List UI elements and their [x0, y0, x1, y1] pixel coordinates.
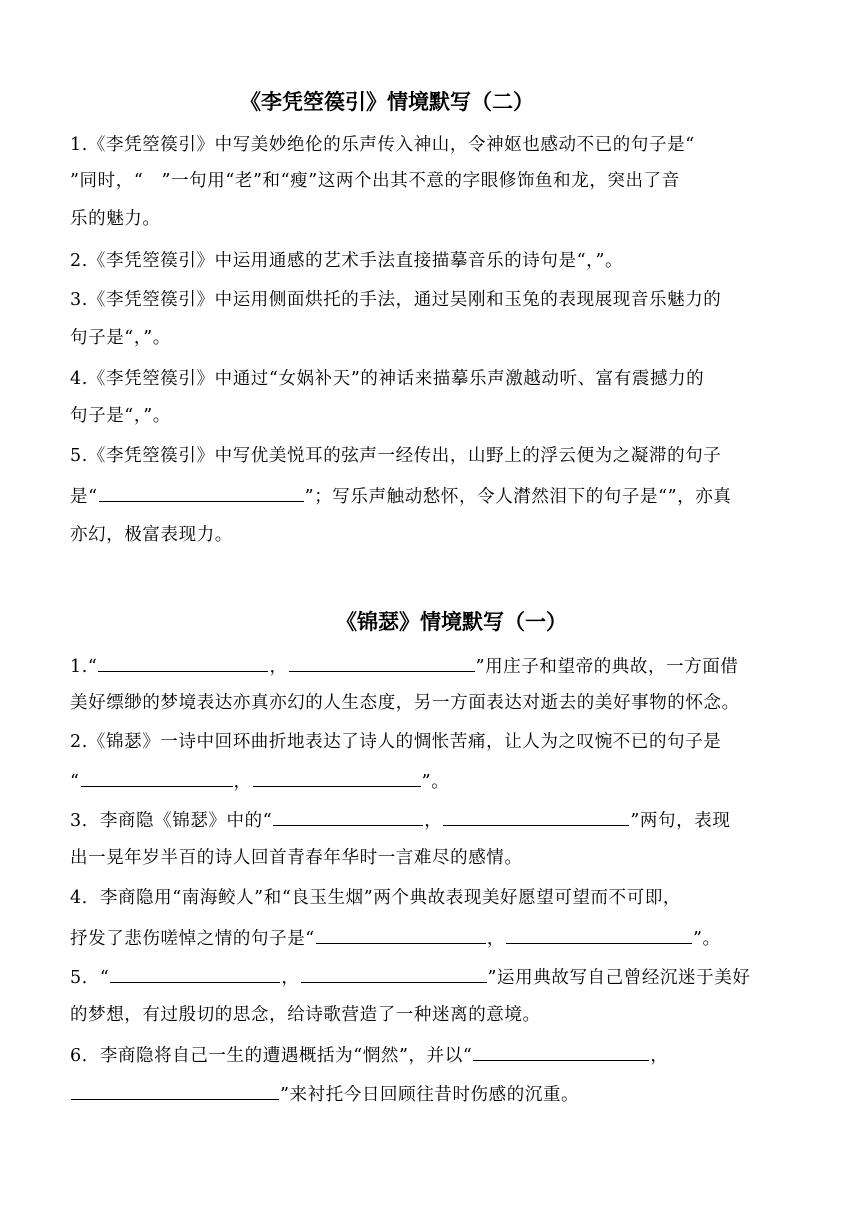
- answer-blank[interactable]: [110, 965, 280, 983]
- s2-q3-text-b: ，: [424, 811, 443, 831]
- s2-q2-line2: [70, 769, 449, 793]
- s2-q5-line2: 的梦想，有过殷切的思念，给诗歌营造了一种迷离的意境。: [70, 1005, 541, 1025]
- s1-q4-line2: 句子是“，”。: [70, 406, 171, 426]
- s2-q5-text-c: ”运用典故写自己曾经沉迷于美好: [487, 968, 751, 988]
- s2-q6-text-a: 6．李商隐将自己一生的遭遇概括为“惘然”，并以“: [70, 1046, 473, 1066]
- answer-blank[interactable]: [316, 926, 486, 944]
- s2-q1-text-c: ”用庄子和望帝的典故，一方面借: [475, 657, 739, 677]
- s2-q6-line1: [70, 1043, 668, 1067]
- s1-q5-line1: 5.《李凭箜篌引》中写优美悦耳的弦声一经传出，山野上的浮云便为之凝滞的句子: [70, 446, 722, 466]
- answer-blank[interactable]: [301, 965, 487, 983]
- s1-q4-line1: 4.《李凭箜篌引》中通过“女娲补天”的神话来描摹乐声激越动听、富有震撼力的: [70, 369, 705, 389]
- s2-q4-text-a: 抒发了悲伤嗟悼之情的句子是“: [70, 929, 315, 949]
- answer-blank[interactable]: [253, 769, 421, 787]
- answer-blank[interactable]: [81, 769, 233, 787]
- s1-q1-line1: 1.《李凭箜篌引》中写美妙绝伦的乐声传入神山，令神妪也感动不已的句子是“: [70, 135, 695, 155]
- s2-q1-text-b: ，: [269, 657, 288, 677]
- s2-q6-text-b: ，: [650, 1046, 669, 1066]
- answer-blank[interactable]: [71, 1082, 279, 1100]
- s2-q2-text-c: ”。: [421, 772, 450, 792]
- answer-blank[interactable]: [506, 926, 692, 944]
- s1-q5-text-a: 是“: [70, 487, 98, 507]
- answer-blank[interactable]: [273, 808, 423, 826]
- s1-q3-line2: 句子是“，”。: [70, 328, 171, 348]
- s2-q3-line1: [70, 808, 730, 832]
- section1-title: 《李凭箜篌引》情境默写（二）: [240, 90, 534, 114]
- s1-q3-line1: 3.《李凭箜篌引》中运用侧面烘托的手法，通过吴刚和玉兔的表现展现音乐魅力的: [70, 290, 722, 310]
- s2-q3-text-a: 3．李商隐《锦瑟》中的“: [70, 811, 273, 831]
- s2-q3-text-c: ”两句，表现: [630, 811, 731, 831]
- s2-q6-line2: [70, 1082, 579, 1106]
- s2-q4-text-c: ”。: [692, 929, 721, 949]
- answer-blank[interactable]: [289, 654, 475, 672]
- s2-q5-text-a: 5．“: [70, 968, 110, 988]
- answer-blank[interactable]: [99, 484, 304, 502]
- answer-blank[interactable]: [443, 808, 629, 826]
- s2-q1-line1: [70, 654, 739, 678]
- s2-q1-line2: 美好缥缈的梦境表达亦真亦幻的人生态度，另一方面表达对逝去的美好事物的怀念。: [70, 693, 740, 713]
- s2-q3-line2: 出一晃年岁半百的诗人回首青春年华时一言难尽的感情。: [70, 848, 523, 868]
- s2-q5-line1: [70, 965, 750, 989]
- section2-title: 《锦瑟》情境默写（一）: [336, 610, 567, 634]
- s1-q1-line3: 乐的魅力。: [70, 209, 161, 229]
- s1-q1-line2: ”同时，“ ”一句用“老”和“瘦”这两个出其不意的字眼修饰鱼和龙，突出了音: [70, 171, 680, 191]
- answer-blank[interactable]: [98, 654, 268, 672]
- s2-q1-text-a: 1.“: [70, 657, 98, 677]
- s2-q2-line1: 2.《锦瑟》一诗中回环曲折地表达了诗人的惆怅苦痛，让人为之叹惋不已的句子是: [70, 732, 722, 752]
- answer-blank[interactable]: [473, 1043, 649, 1061]
- s1-q5-line2: [70, 484, 732, 508]
- s2-q4-line1: 4．李商隐用“南海鲛人”和“良玉生烟”两个典故表现美好愿望可望而不可即，: [70, 888, 682, 908]
- s2-q4-line2: [70, 926, 721, 950]
- s1-q5-line3: 亦幻，极富表现力。: [70, 525, 233, 545]
- s1-q2-line1: 2.《李凭箜篌引》中运用通感的艺术手法直接描摹音乐的诗句是“，”。: [70, 251, 624, 271]
- s2-q2-text-b: ，: [233, 772, 252, 792]
- s2-q4-text-b: ，: [486, 929, 505, 949]
- s2-q2-text-a: “: [70, 772, 80, 792]
- s1-q5-text-b: ”；写乐声触动愁怀，令人潸然泪下的句子是“”，亦真: [304, 487, 732, 507]
- s2-q6-text-c: ”来衬托今日回顾往昔时伤感的沉重。: [280, 1085, 580, 1105]
- s2-q5-text-b: ，: [281, 968, 300, 988]
